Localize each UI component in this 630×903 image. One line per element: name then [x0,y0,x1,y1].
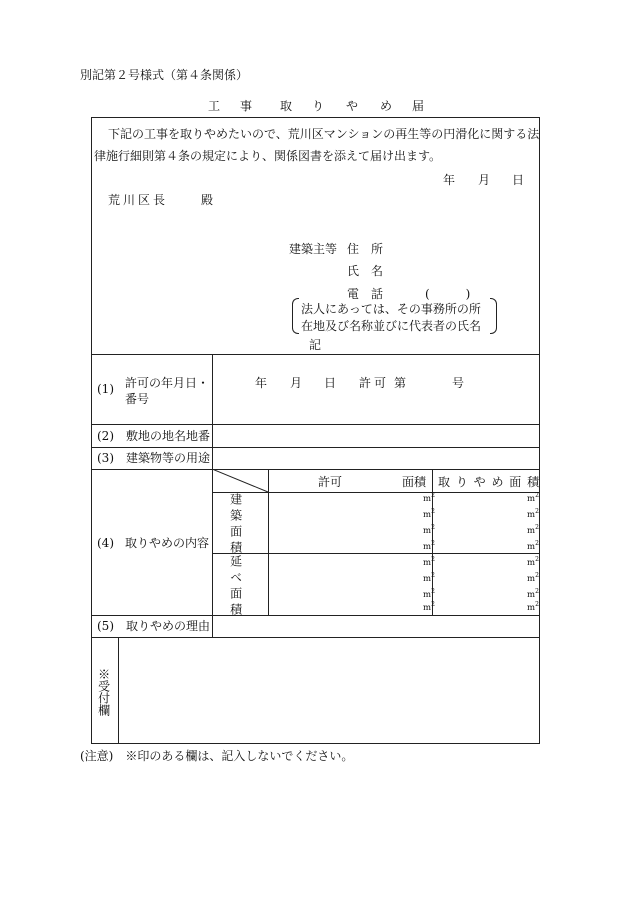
corporate-note-line-1: 法人にあっては、その事務所の所 [301,302,481,316]
area-unit: $m^2$ [423,572,435,584]
form-id: 別記第２号様式（第４条関係） [80,68,249,82]
title-char: 事 [240,99,253,113]
addressee: 荒川区長 [108,193,169,207]
col-cancel-area: 取 り や め 面 積 [438,475,541,489]
area-unit: $m^2$ [423,588,435,600]
date-month-label: 月 [478,173,491,187]
area-unit: $m^2$ [527,508,539,520]
area-unit: $m^2$ [423,492,435,504]
area-unit: $m^2$ [527,540,539,552]
name-label: 氏 名 [347,264,384,278]
group-building-area: 建築面積 [228,493,243,557]
title-char: や [346,99,359,113]
date-year-label: 年 [443,173,456,187]
intro-line-2: 律施行細則第４条の規定により、関係図書を添えて届け出ます。 [94,149,442,163]
note-bracket-right [490,298,497,334]
corporate-note-line-2: 在地及び名称並びに代表者の氏名 [301,319,482,333]
area-unit: $m^2$ [423,508,435,520]
applicant-label: 建築主等 [289,242,338,256]
area-unit: $m^2$ [423,540,435,552]
address-label: 住 所 [347,242,384,256]
footnote: (注意) ※印のある欄は、記入しないでください。 [80,749,354,763]
row1-number: (1) [97,382,114,396]
note-bracket-left [292,298,299,334]
group-total-floor-area: 延べ面積 [228,555,243,619]
phone-label: 電 話 [347,287,384,301]
row4-number: (4) [97,536,114,550]
area-unit: $m^2$ [527,492,539,504]
row1-label-line-2: 番号 [125,392,150,406]
receipt-column-label: ※受付欄 [96,668,111,716]
title-char: 届 [412,99,425,113]
row1-year: 年 [255,376,268,390]
diagonal-line [212,469,269,493]
area-unit: $m^2$ [527,556,539,568]
area-unit: $m^2$ [527,572,539,584]
title-char: 取 [280,99,293,113]
date-day-label: 日 [512,173,525,187]
title-char: 工 [208,99,221,113]
area-unit: $m^2$ [423,556,435,568]
title-char: り [312,99,325,113]
ki-label: 記 [309,338,322,352]
row1-month: 月 [290,376,303,390]
row1-label-line-1: 許可の年月日・ [125,376,210,390]
area-unit: $m^2$ [527,524,539,536]
row1-permit: 許可 [359,376,390,390]
intro-line-1: 下記の工事を取りやめたいので、荒川区マンションの再生等の円滑化に関する法 [108,127,540,141]
area-unit: $m^2$ [527,588,539,600]
row3-label: (3) 建築物等の用途 [97,451,210,465]
area-unit: $m^2$ [423,524,435,536]
row1-dai: 第 [394,376,407,390]
col-permit-area-b: 面積 [402,475,427,489]
addressee-honorific: 殿 [201,193,214,207]
phone-parens: ( ) [425,287,471,301]
area-unit: $m^2$ [527,601,539,613]
row5-label: (5) 取りやめの理由 [97,619,210,633]
row1-go: 号 [452,376,465,390]
col-permit-area-a: 許可 [318,475,343,489]
row4-label: 取りやめの内容 [125,536,210,550]
row2-label: (2) 敷地の地名地番 [97,429,210,443]
title-char: め [380,99,393,113]
row1-day: 日 [324,376,337,390]
area-unit: $m^2$ [423,601,435,613]
